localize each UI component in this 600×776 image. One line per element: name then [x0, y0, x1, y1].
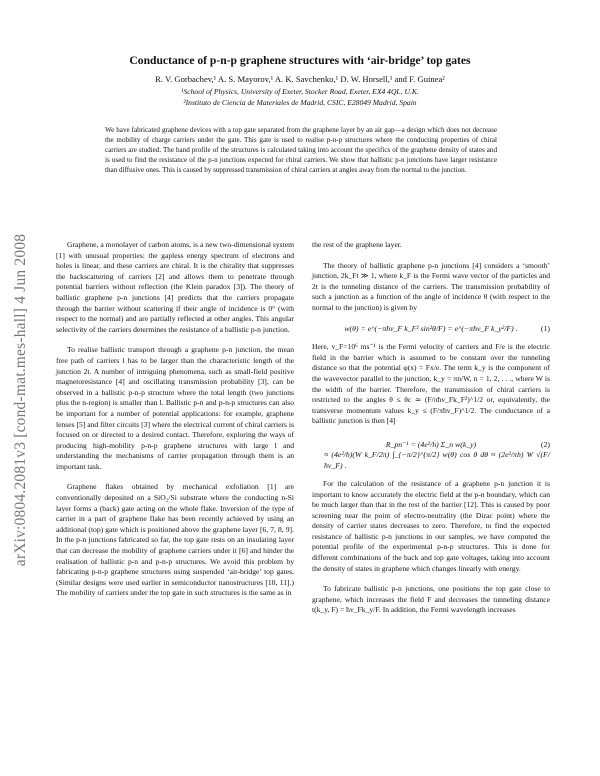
- paragraph: Here, v_F=10⁶ ms⁻¹ is the Fermi velocity of carriers and F/e is the electric field in the barrier which is assumed to be constant over the tunneling distance so that the potential φ(x) = Fx/e. The term k_y is the component of the wavevector parallel to the junction, k_y = πn/W, n = 1, 2, . . ., where W is the width of the barrier. Therefore, the transmission of chiral carriers is restricted to the angles θ ≤ θc ≃ (F/πħv_Fk_F²)^1/2 or, equivalently, the transverse momentum values k_y ≤ (F/πħv_F)^1/2. The conductance of a ballistic junction is then [4]: [312, 342, 550, 426]
- left-column: [56, 240, 294, 609]
- equation-2: [312, 437, 550, 469]
- arxiv-stamp-container: [6, 210, 36, 590]
- paragraph: To realise ballistic transport through a graphene p-n junction, the mean free path of carriers l has to be larger than the characteristic length of the junction 2t. A number of intriguing phenomena, such as small-field positive magnetoresistance [4] and oscillating transmission probability [3], can be observed in a ballistic p-n-p structure where the total length (two junctions plus the n-region) is smaller than l. Ballistic p-n and p-n-p structures can also be important for a number of potential applications: for example, graphene lenses [5] and filter circuits [3] where the electrical current of chiral carriers is focused on or directed to a desired contact. Therefore, exploring the ways of producing high-mobility p-n-p graphene structures with large l and understanding the mechanisms of carrier propagation through them is an important task.: [56, 345, 294, 471]
- equation-2-line-2-body: ≈ (4e²/h)(W k_F/2π) ∫_{−π/2}^{π/2} w(θ) cos θ dθ ≈ (2e²/πh) W √(F/ħv_F) .: [324, 450, 550, 470]
- affiliations: [60, 87, 540, 108]
- abstract: We have fabricated graphene devices with a top gate separated from the graphene layer by an air gap—a design which does not decrease the mobility of charge carriers under the gate. This gate is used to realise p-n-p structures where the conducting properties of chiral carriers are studied. The band profile of the structures is calculated taking into account the specifics of the graphene density of states and is used to find the resistance of the p-n junctions expected for chiral carriers. We show that ballistic p-n junctions have larger resistance than diffusive ones. This is caused by suppressed transmission of chiral carriers at angles away from the normal to the junction.: [105, 126, 497, 174]
- paper-title: Conductance of p-n-p graphene structures with ‘air-bridge’ top gates: [129, 54, 471, 67]
- affiliation-2: ²Instituto de Ciencia de Materiales de Madrid, CSIC, E28049 Madrid, Spain: [183, 97, 417, 107]
- equation-1: [312, 324, 550, 335]
- equation-2-line-1-body: R_pn⁻¹ = (4e²/h) Σ_n w(k_y): [385, 439, 477, 449]
- equation-1-body: w(θ) = e^(−πħv_F k_F² sin²θ/F) = e^(−πħv_F k_y²/F) .: [344, 323, 518, 333]
- equation-2-number: (2): [540, 439, 550, 449]
- equation-2-line-2: [312, 450, 550, 470]
- paragraph: Graphene flakes obtained by mechanical exfoliation [1] are conventionally deposited on a SiO₂/Si substrate where the conducting n-Si layer forms a (back) gate acting on the whole flake. Inversion of the type of carrier in a part of graphene flake has been recently achieved by using an additional (top) gate which is positioned above the graphene layer [6, 7, 8, 9]. In the p-n junctions fabricated so far, the top gate rests on an insulating layer that can decrease the mobility of graphene carriers under it [6] and hinder the realisation of ballistic p-n and p-n-p structures. We avoid this problem by fabricating p-n-p graphene structures using suspended ‘air-bridge’ top gates. (Similar designs were used earlier in semiconductor nanostructures [10, 11].) The mobility of carriers under the top gate in such structures is the same as in: [56, 482, 294, 598]
- paragraph: For the calculation of the resistance of a graphene p-n junction it is important to know accurately the electric field at the p-n boundary, which can be much larger than that in the rest of the barrier [12]. This is caused by poor screening near the point of electro-neutrality (the Dirac point) where the density of carrier states decreases to zero. Therefore, to find the expected resistance of ballistic p-n junctions in our samples, we have computed the potential profile of the experimental p-n-p structures. This is done for different combinations of the back and top gate voltages, taking into account the density of states in graphene which changes linearly with energy.: [312, 478, 550, 573]
- affiliation-1: ¹School of Physics, University of Exeter, Stocker Road, Exeter, EX4 4QL, U.K.: [181, 87, 419, 96]
- equation-1-number: (1): [540, 323, 550, 333]
- arxiv-stamp: arXiv:0804.2081v3 [cond-mat.mes-hall] 4 Jun 2008: [12, 233, 29, 567]
- paragraph: To fabricate ballistic p-n junctions, one positions the top gate close to graphene, which increases the field F and decreases the tunneling distance t(k_y, F) = ħv_Fk_y/F. In addition, the Fermi wavelength increases: [312, 584, 550, 615]
- paragraph: Graphene, a monolayer of carbon atoms, is a new two-dimensional system [1] with unusual properties: the gapless energy spectrum of electrons and holes is linear, and these carriers are chiral. It is the chirality that suppresses the backscattering of carriers [2] and allows them to penetrate through potential barriers without reflection (the Klein paradox [3]). The theory of ballistic graphene p-n junctions [4] predicts that the carriers propagate through the barrier without scattering if their angle of incidence is 0° (with respect to the normal) and are partially reflected at other angles. This angular selectivity of the carriers determines the resistance of a ballistic p-n junction.: [56, 240, 294, 334]
- paragraph: the rest of the graphene layer.: [312, 240, 402, 249]
- paragraph: The theory of ballistic graphene p-n junctions [4] considers a ‘smooth’ junction, 2k_Ft ≫ 1, where k_F is the Fermi wave vector of the particles and 2t is the tunneling distance of the carriers. The transmission probability of such a junction as a function of the angle of incidence θ (with respect to the normal to the junction) is given by: [312, 260, 550, 312]
- author-list: R. V. Gorbachev,¹ A. S. Mayorov,¹ A. K. Savchenko,¹ D. W. Horsell,¹ and F. Guinea²: [155, 74, 445, 84]
- right-column: [312, 240, 550, 626]
